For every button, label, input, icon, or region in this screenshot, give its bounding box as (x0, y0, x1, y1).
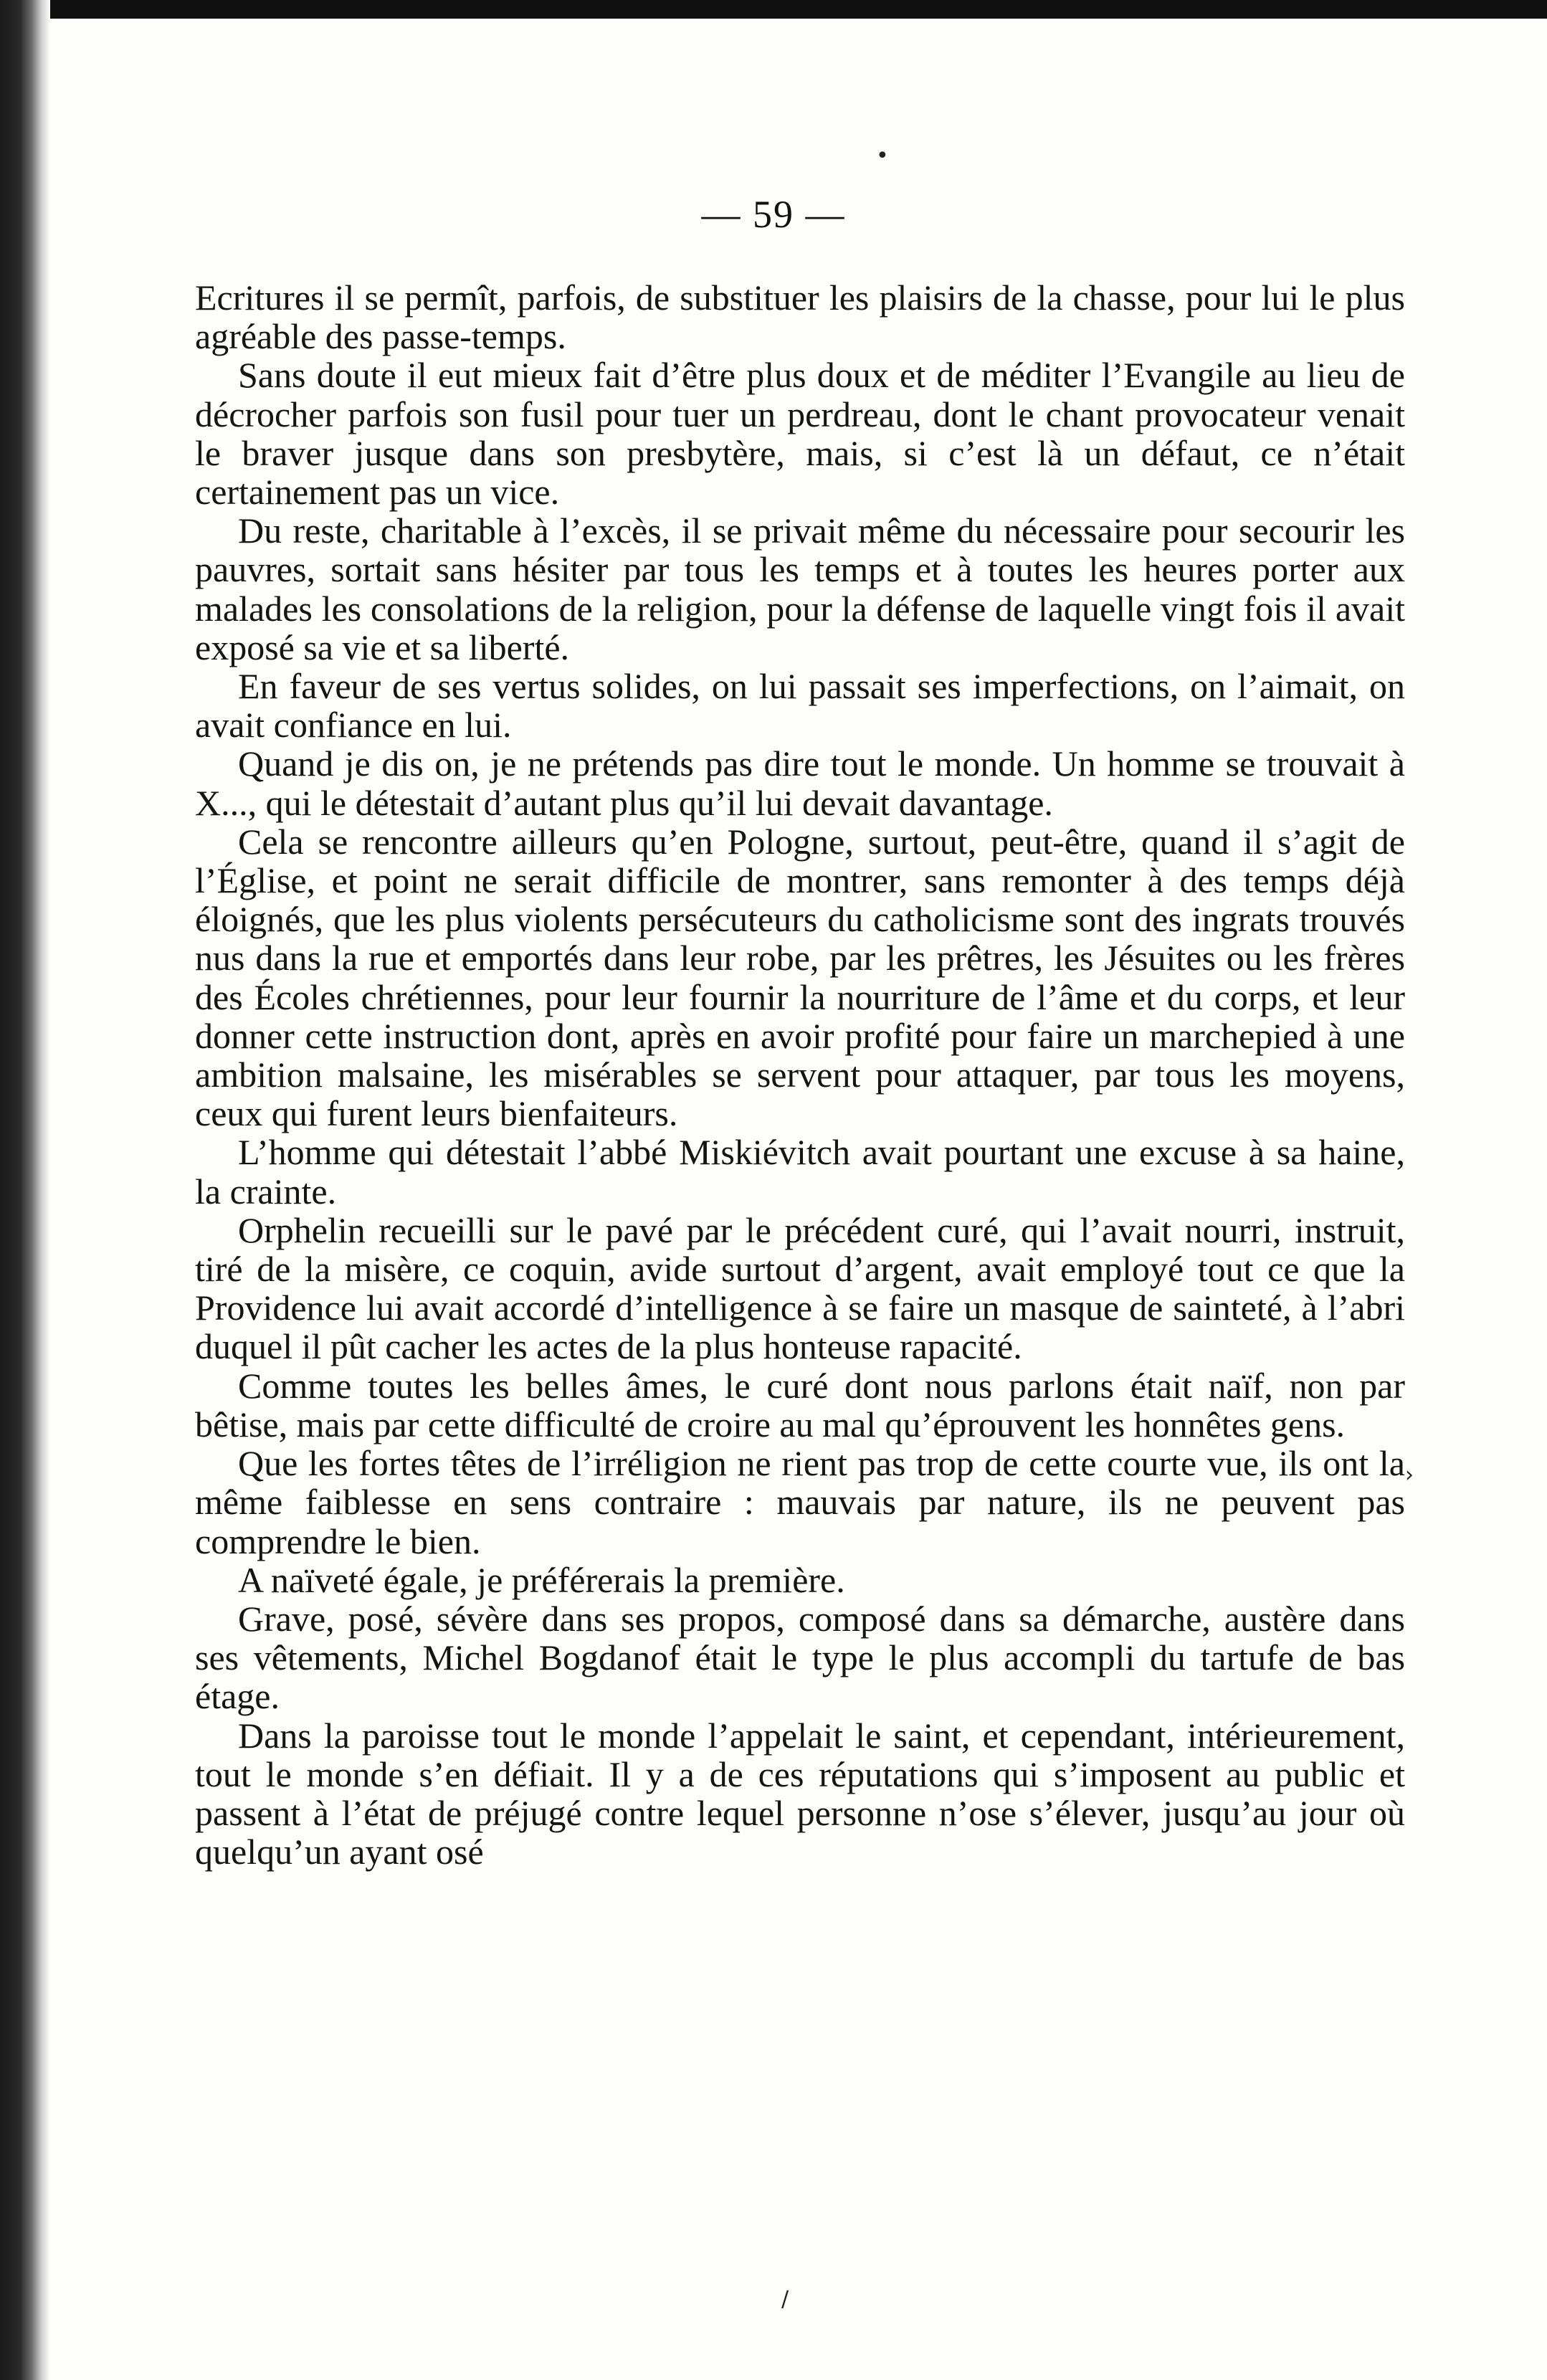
paragraph: Ecritures il se permît, parfois, de substituer les plaisirs de la chasse, pour lui le plus agréable des passe-temps. (195, 277, 1405, 357)
ink-speck: › (1405, 1462, 1414, 1488)
paragraph: Dans la paroisse tout le monde l’appelait le saint, et cependant, intérieurement, tout le monde s’en défiait. Il y a de ces réputations qui s’imposent au public et passent à l’état de préjugé contre lequel personne n’ose s’élever, jusqu’au jour où quelqu’un ayant osé (195, 1715, 1405, 1872)
paragraph: En faveur de ses vertus solides, on lui passait ses imperfections, on l’aimait, on avait confiance en lui. (195, 666, 1405, 746)
ink-speck: / (781, 2287, 789, 2312)
paragraph: Que les fortes têtes de l’irréligion ne rient pas trop de cette courte vue, ils ont la même faiblesse en sens contraire : mauvais par nature, ils ne peuvent pas comprendre le bien. (195, 1443, 1405, 1561)
paragraph: Du reste, charitable à l’excès, il se privait même du nécessaire pour secourir les pauvres, sortait sans hésiter par tous les temps et à toutes les heures porter aux malades les consolations de la religion, pour la défense de laquelle vingt fois il avait exposé sa vie et sa liberté. (195, 510, 1405, 667)
paragraph: Grave, posé, sévère dans ses propos, composé dans sa démarche, austère dans ses vêtements, Michel Bogdanof était le type le plus accompli du tartufe de bas étage. (195, 1598, 1405, 1717)
paragraph: Orphelin recueilli sur le pavé par le précédent curé, qui l’avait nourri, instruit, tiré de la misère, ce coquin, avide surtout d’argent, avait employé tout ce que la Providence lui avait accordé d’intelligence à se faire un masque de sainteté, à l’abri duquel il pût cacher les actes de la plus honteuse rapacité. (195, 1209, 1405, 1367)
scan-top-edge (0, 0, 1547, 19)
paragraph: Cela se rencontre ailleurs qu’en Pologne, surtout, peut-être, quand il s’agit de l’Église, et point ne serait difficile de montrer, sans remonter à des temps déjà éloignés, que les plus violents persécuteurs du catholicisme sont des ingrats trouvés nus dans la rue et emportés dans leur robe, par les prêtres, les Jésuites ou les frères des Écoles chrétiennes, pour leur fournir la nourriture de l’âme et du corps, et leur donner cette instruction dont, après en avoir profité pour faire un marchepied à une ambition malsaine, les misérables se servent pour attaquer, par tous les moyens, ceux qui furent leurs bienfaiteurs. (195, 821, 1405, 1134)
paragraph: A naïveté égale, je préférerais la première. (238, 1559, 845, 1600)
paragraph: Sans doute il eut mieux fait d’être plus doux et de méditer l’Evangile au lieu de décrocher parfois son fusil pour tuer un perdreau, dont le chant provocateur venait le braver jusque dans son presbytère, mais, si c’est là un défaut, ce n’était certainement pas un vice. (195, 355, 1405, 513)
paragraph: L’homme qui détestait l’abbé Miskiévitch avait pourtant une excuse à sa haine, la crainte. (195, 1132, 1405, 1212)
ink-speck: • (876, 143, 889, 168)
body-text (195, 278, 1405, 1871)
paragraph: Quand je dis on, je ne prétends pas dire tout le monde. Un homme se trouvait à X..., qui le détestait d’autant plus qu’il lui devait davantage. (195, 743, 1405, 823)
page-number: — 59 — (701, 193, 846, 236)
scan-binding-shadow (0, 0, 50, 2380)
paragraph: Comme toutes les belles âmes, le curé dont nous parlons était naïf, non par bêtise, mais par cette difficulté de croire au mal qu’éprouvent les honnêtes gens. (195, 1365, 1405, 1444)
